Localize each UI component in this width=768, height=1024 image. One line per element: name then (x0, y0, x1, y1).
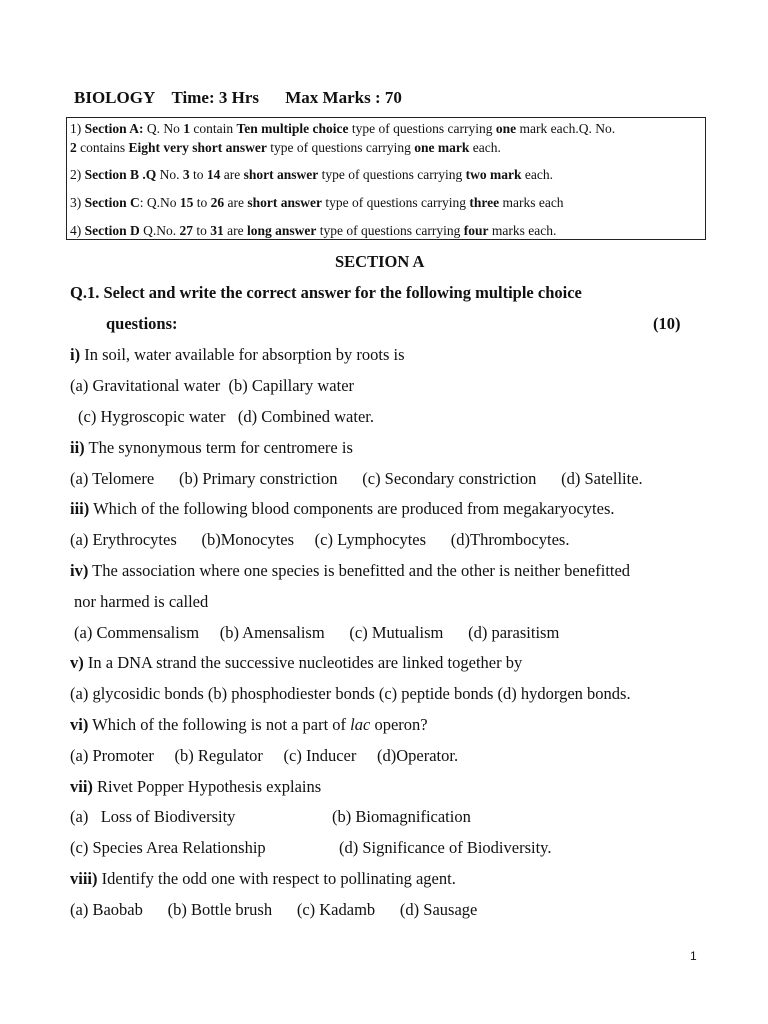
question-bold-text: vii) (70, 777, 93, 796)
question-line (70, 469, 643, 489)
instruction-text: are (223, 223, 247, 238)
question-text: In soil, water available for absorption by roots is (80, 345, 405, 364)
instruction-line (70, 167, 553, 183)
question-line (74, 623, 559, 643)
instruction-text: No. (156, 167, 183, 182)
instruction-text: Q. No (146, 121, 184, 136)
question-text: (a) Baobab (b) Bottle brush (c) Kadamb (d) Sausage (70, 900, 478, 919)
question-line (70, 438, 353, 458)
question-text: The synonymous term for centromere is (84, 438, 353, 457)
instruction-text: each. (469, 140, 501, 155)
question-text: Which of the following blood components are produced from megakaryocytes. (89, 499, 615, 518)
instruction-text: to (189, 167, 207, 182)
instruction-text: 4) (70, 223, 85, 238)
max-marks: Max Marks : 70 (285, 88, 402, 107)
question-line (70, 869, 456, 889)
question-line (70, 838, 266, 858)
page-number: 1 (690, 949, 697, 963)
instruction-text: type of questions carrying (316, 223, 464, 238)
question-line (70, 530, 569, 550)
question-line (70, 499, 615, 519)
option-d-vii: (d) Significance of Biodiversity. (339, 838, 552, 857)
question-text: (a) Telomere (b) Primary constriction (c) Secondary constriction (d) Satellite. (70, 469, 643, 488)
question-text: (a) Gravitational water (b) Capillary water (70, 376, 355, 395)
question-bold-text: v) (70, 653, 84, 672)
instruction-bold-text: 3 (182, 167, 190, 182)
instruction-bold-text: Eight very short answer (128, 140, 267, 155)
question-bold-text: iii) (70, 499, 90, 518)
instruction-bold-text: Section C (84, 195, 140, 210)
question-line (70, 684, 631, 704)
question-line (70, 653, 522, 673)
question-line (70, 345, 405, 365)
question-1-heading-cont: questions: (106, 314, 178, 333)
instruction-text: type of questions carrying (348, 121, 496, 136)
question-text: nor harmed is called (74, 592, 209, 611)
question-italic-text: lac (350, 715, 371, 734)
question-text: The association where one species is benefitted and the other is neither benefitted (88, 561, 631, 580)
instruction-text: 1) (70, 121, 85, 136)
question-text: (a) glycosidic bonds (b) phosphodiester bonds (c) peptide bonds (d) hydorgen bonds. (70, 684, 631, 703)
instruction-bold-text: 31 (210, 223, 224, 238)
instruction-text: are (220, 167, 244, 182)
question-text: Identify the odd one with respect to pollinating agent. (97, 869, 456, 888)
subject-title: BIOLOGY (74, 88, 156, 107)
instruction-text: marks each. (488, 223, 557, 238)
instruction-bold-text: one (495, 121, 517, 136)
instruction-text: 3) (70, 195, 85, 210)
instruction-text: type of questions carrying (266, 140, 415, 155)
instruction-bold-text: four (463, 223, 489, 238)
question-line (70, 376, 354, 396)
instruction-text: contain (190, 121, 237, 136)
question-line (78, 407, 374, 427)
instruction-line (70, 195, 564, 211)
question-bold-text: iv) (70, 561, 89, 580)
question-bold-text: i) (70, 345, 81, 364)
question-line (70, 715, 428, 735)
question-text: Rivet Popper Hypothesis explains (92, 777, 322, 796)
instruction-text: each. (521, 167, 553, 182)
instruction-line (70, 140, 501, 156)
instruction-bold-text: 14 (206, 167, 221, 182)
instruction-line (70, 121, 615, 137)
instruction-text: type of questions carrying (318, 167, 466, 182)
instruction-text: mark each.Q. No. (516, 121, 616, 136)
instruction-text: Q.No. (139, 223, 180, 238)
instruction-bold-text: long answer (247, 223, 317, 238)
question-line (70, 900, 477, 920)
instruction-bold-text: 1 (183, 121, 190, 136)
instruction-bold-text: 27 (179, 223, 193, 238)
question-line (70, 777, 321, 797)
question-1-marks: (10) (653, 314, 681, 333)
question-line (70, 561, 630, 581)
question-text: (a) Erythrocytes (b)Monocytes (c) Lymphocytes (d)Thrombocytes. (70, 530, 570, 549)
instruction-bold-text: short answer (247, 195, 322, 210)
question-text: (c) Species Area Relationship (70, 838, 266, 857)
time-allowed: Time: 3 Hrs (171, 88, 260, 107)
question-bold-text: vi) (70, 715, 89, 734)
instruction-text: type of questions carrying (322, 195, 470, 210)
instruction-bold-text: two mark (465, 167, 522, 182)
instruction-bold-text: Section D (84, 223, 140, 238)
instruction-bold-text: one mark (414, 140, 470, 155)
instruction-bold-text: 2 (70, 140, 77, 155)
question-line (70, 746, 458, 766)
instruction-bold-text: Section B .Q (84, 167, 157, 182)
instruction-text: to (193, 223, 211, 238)
instruction-bold-text: Section A: (84, 121, 147, 136)
question-text: (c) Hygroscopic water (d) Combined water. (78, 407, 374, 426)
question-text: In a DNA strand the successive nucleotides are linked together by (83, 653, 523, 672)
question-line (70, 807, 235, 827)
paper-header (74, 88, 402, 108)
question-text: Which of the following is not a part of (88, 715, 351, 734)
instruction-text: to (193, 195, 211, 210)
question-line (74, 592, 208, 612)
instruction-bold-text: short answer (243, 167, 319, 182)
instruction-bold-text: Ten multiple choice (236, 121, 349, 136)
instruction-text: marks each (499, 195, 564, 210)
question-1-heading: Q.1. Select and write the correct answer for the following multiple choice (70, 283, 582, 302)
question-bold-text: ii) (70, 438, 85, 457)
question-bold-text: viii) (70, 869, 98, 888)
instruction-bold-text: 15 (179, 195, 194, 210)
instruction-bold-text: 26 (210, 195, 225, 210)
instruction-bold-text: three (469, 195, 500, 210)
instruction-text: 2) (70, 167, 85, 182)
instruction-text: are (224, 195, 248, 210)
question-text: (a) Loss of Biodiversity (70, 807, 236, 826)
instructions-box (66, 117, 706, 240)
question-text: (a) Promoter (b) Regulator (c) Inducer (d)Operator. (70, 746, 459, 765)
option-b-vii: (b) Biomagnification (332, 807, 471, 826)
instruction-text: : Q.No (139, 195, 180, 210)
question-text: operon? (370, 715, 428, 734)
instruction-text: contains (76, 140, 129, 155)
section-title: SECTION A (335, 252, 425, 271)
question-text: (a) Commensalism (b) Amensalism (c) Mutualism (d) parasitism (74, 623, 560, 642)
instruction-line (70, 223, 556, 239)
